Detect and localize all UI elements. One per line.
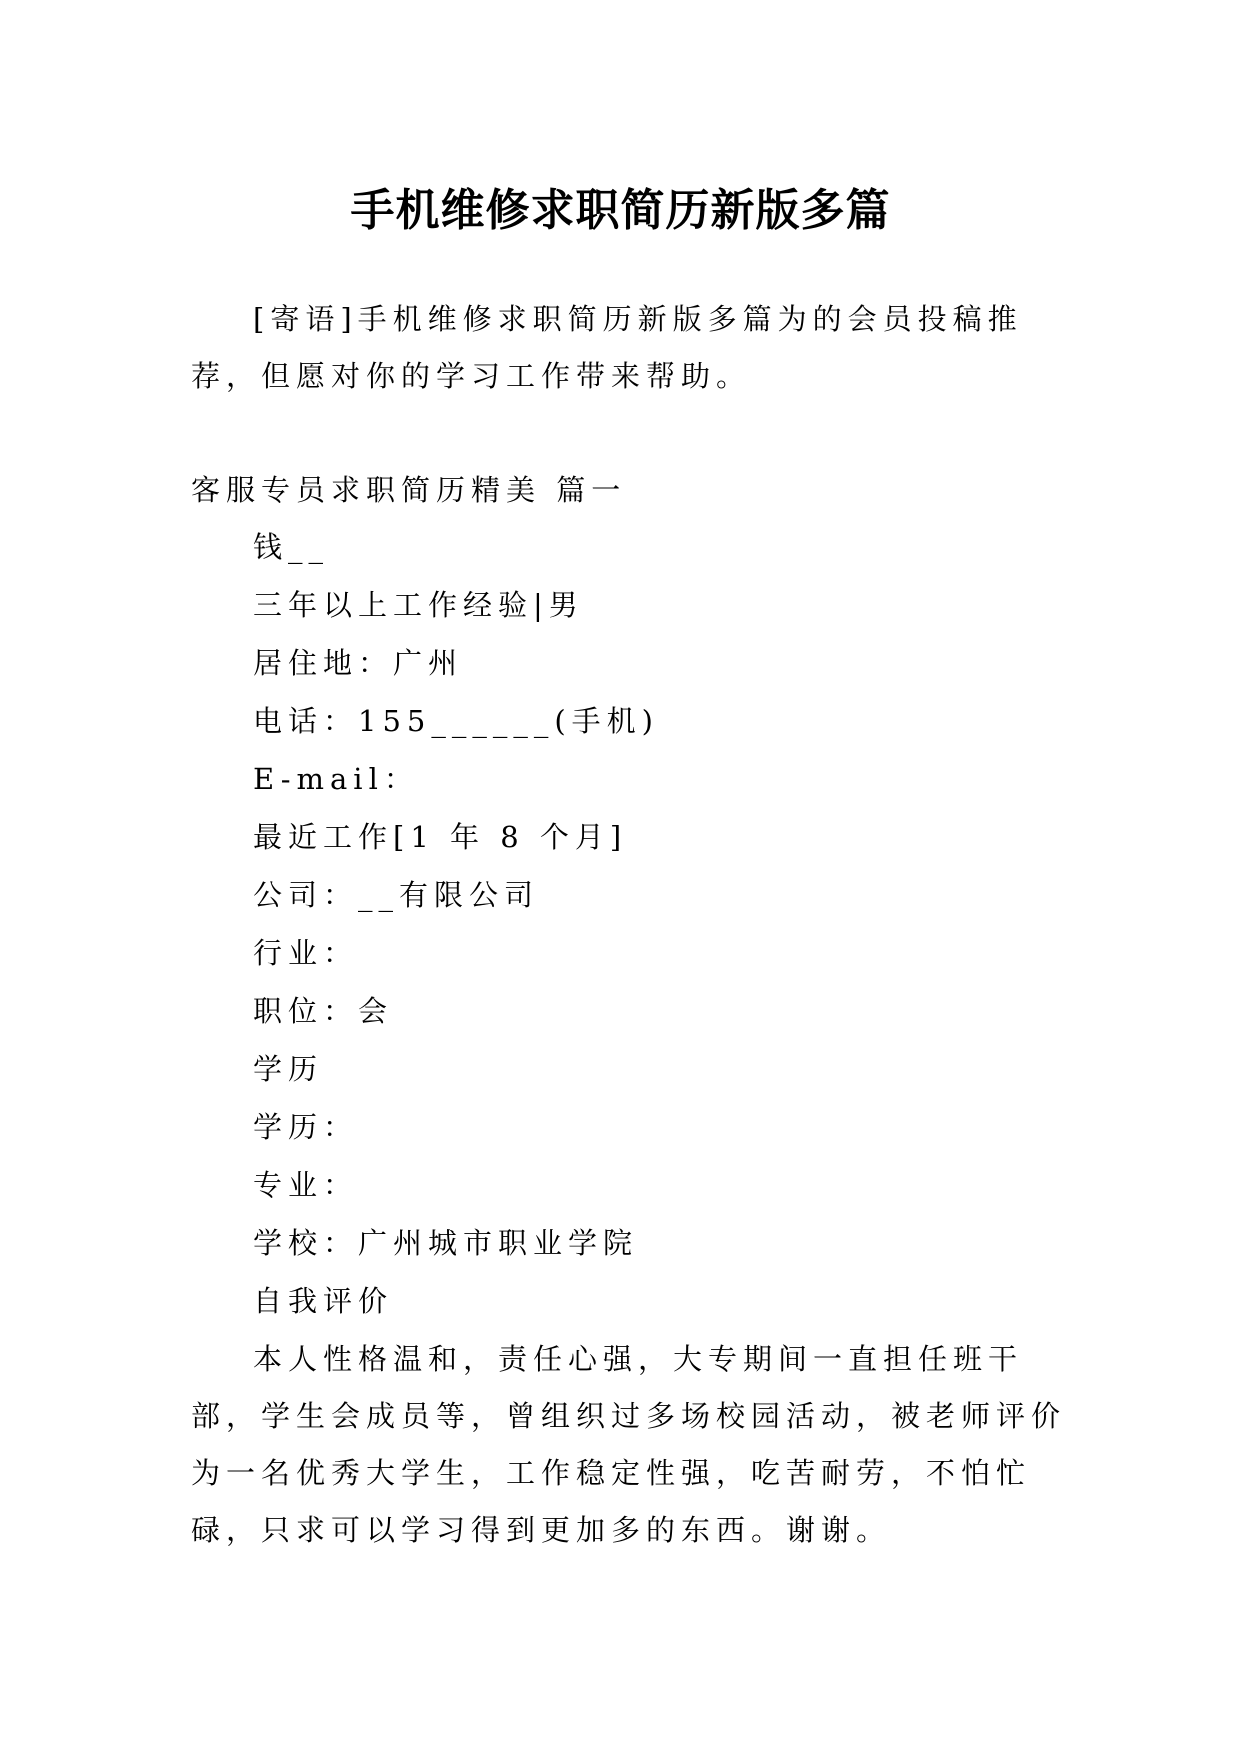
resume-section <box>191 462 1071 1331</box>
resume-line-phone: 电话：155______(手机) <box>253 704 659 738</box>
section-heading: 客服专员求职简历精美 篇一 <box>191 473 627 507</box>
resume-line-education: 学历： <box>253 1110 359 1144</box>
resume-line-company: 公司：__有限公司 <box>253 878 540 912</box>
resume-line-email: E-mail： <box>253 762 419 796</box>
resume-line-self-evaluation-heading: 自我评价 <box>253 1284 394 1318</box>
resume-line-residence: 居住地：广州 <box>253 646 464 680</box>
resume-line-recent-work: 最近工作[1 年 8 个月] <box>253 820 628 854</box>
resume-line-position: 职位：会 <box>253 994 394 1028</box>
resume-line-education-heading: 学历 <box>253 1052 324 1086</box>
intro-block <box>191 291 1071 405</box>
document-title: 手机维修求职简历新版多篇 <box>350 185 891 237</box>
self-evaluation-paragraph: 本人性格温和，责任心强，大专期间一直担任班干部，学生会成员等，曾组织过多场校园活动，被老师评价为一名优秀大学生，工作稳定性强，吃苦耐劳，不怕忙碌，只求可以学习得到更加多的东西。谢谢。 <box>191 1342 1067 1547</box>
resume-line-experience: 三年以上工作经验|男 <box>253 588 584 622</box>
resume-line-name: 钱__ <box>253 530 330 564</box>
resume-line-industry: 行业： <box>253 936 359 970</box>
resume-line-major: 专业： <box>253 1168 359 1202</box>
intro-paragraph: [寄语]手机维修求职简历新版多篇为的会员投稿推荐，但愿对你的学习工作带来帮助。 <box>191 302 1023 393</box>
resume-line-school: 学校：广州城市职业学院 <box>253 1226 639 1260</box>
